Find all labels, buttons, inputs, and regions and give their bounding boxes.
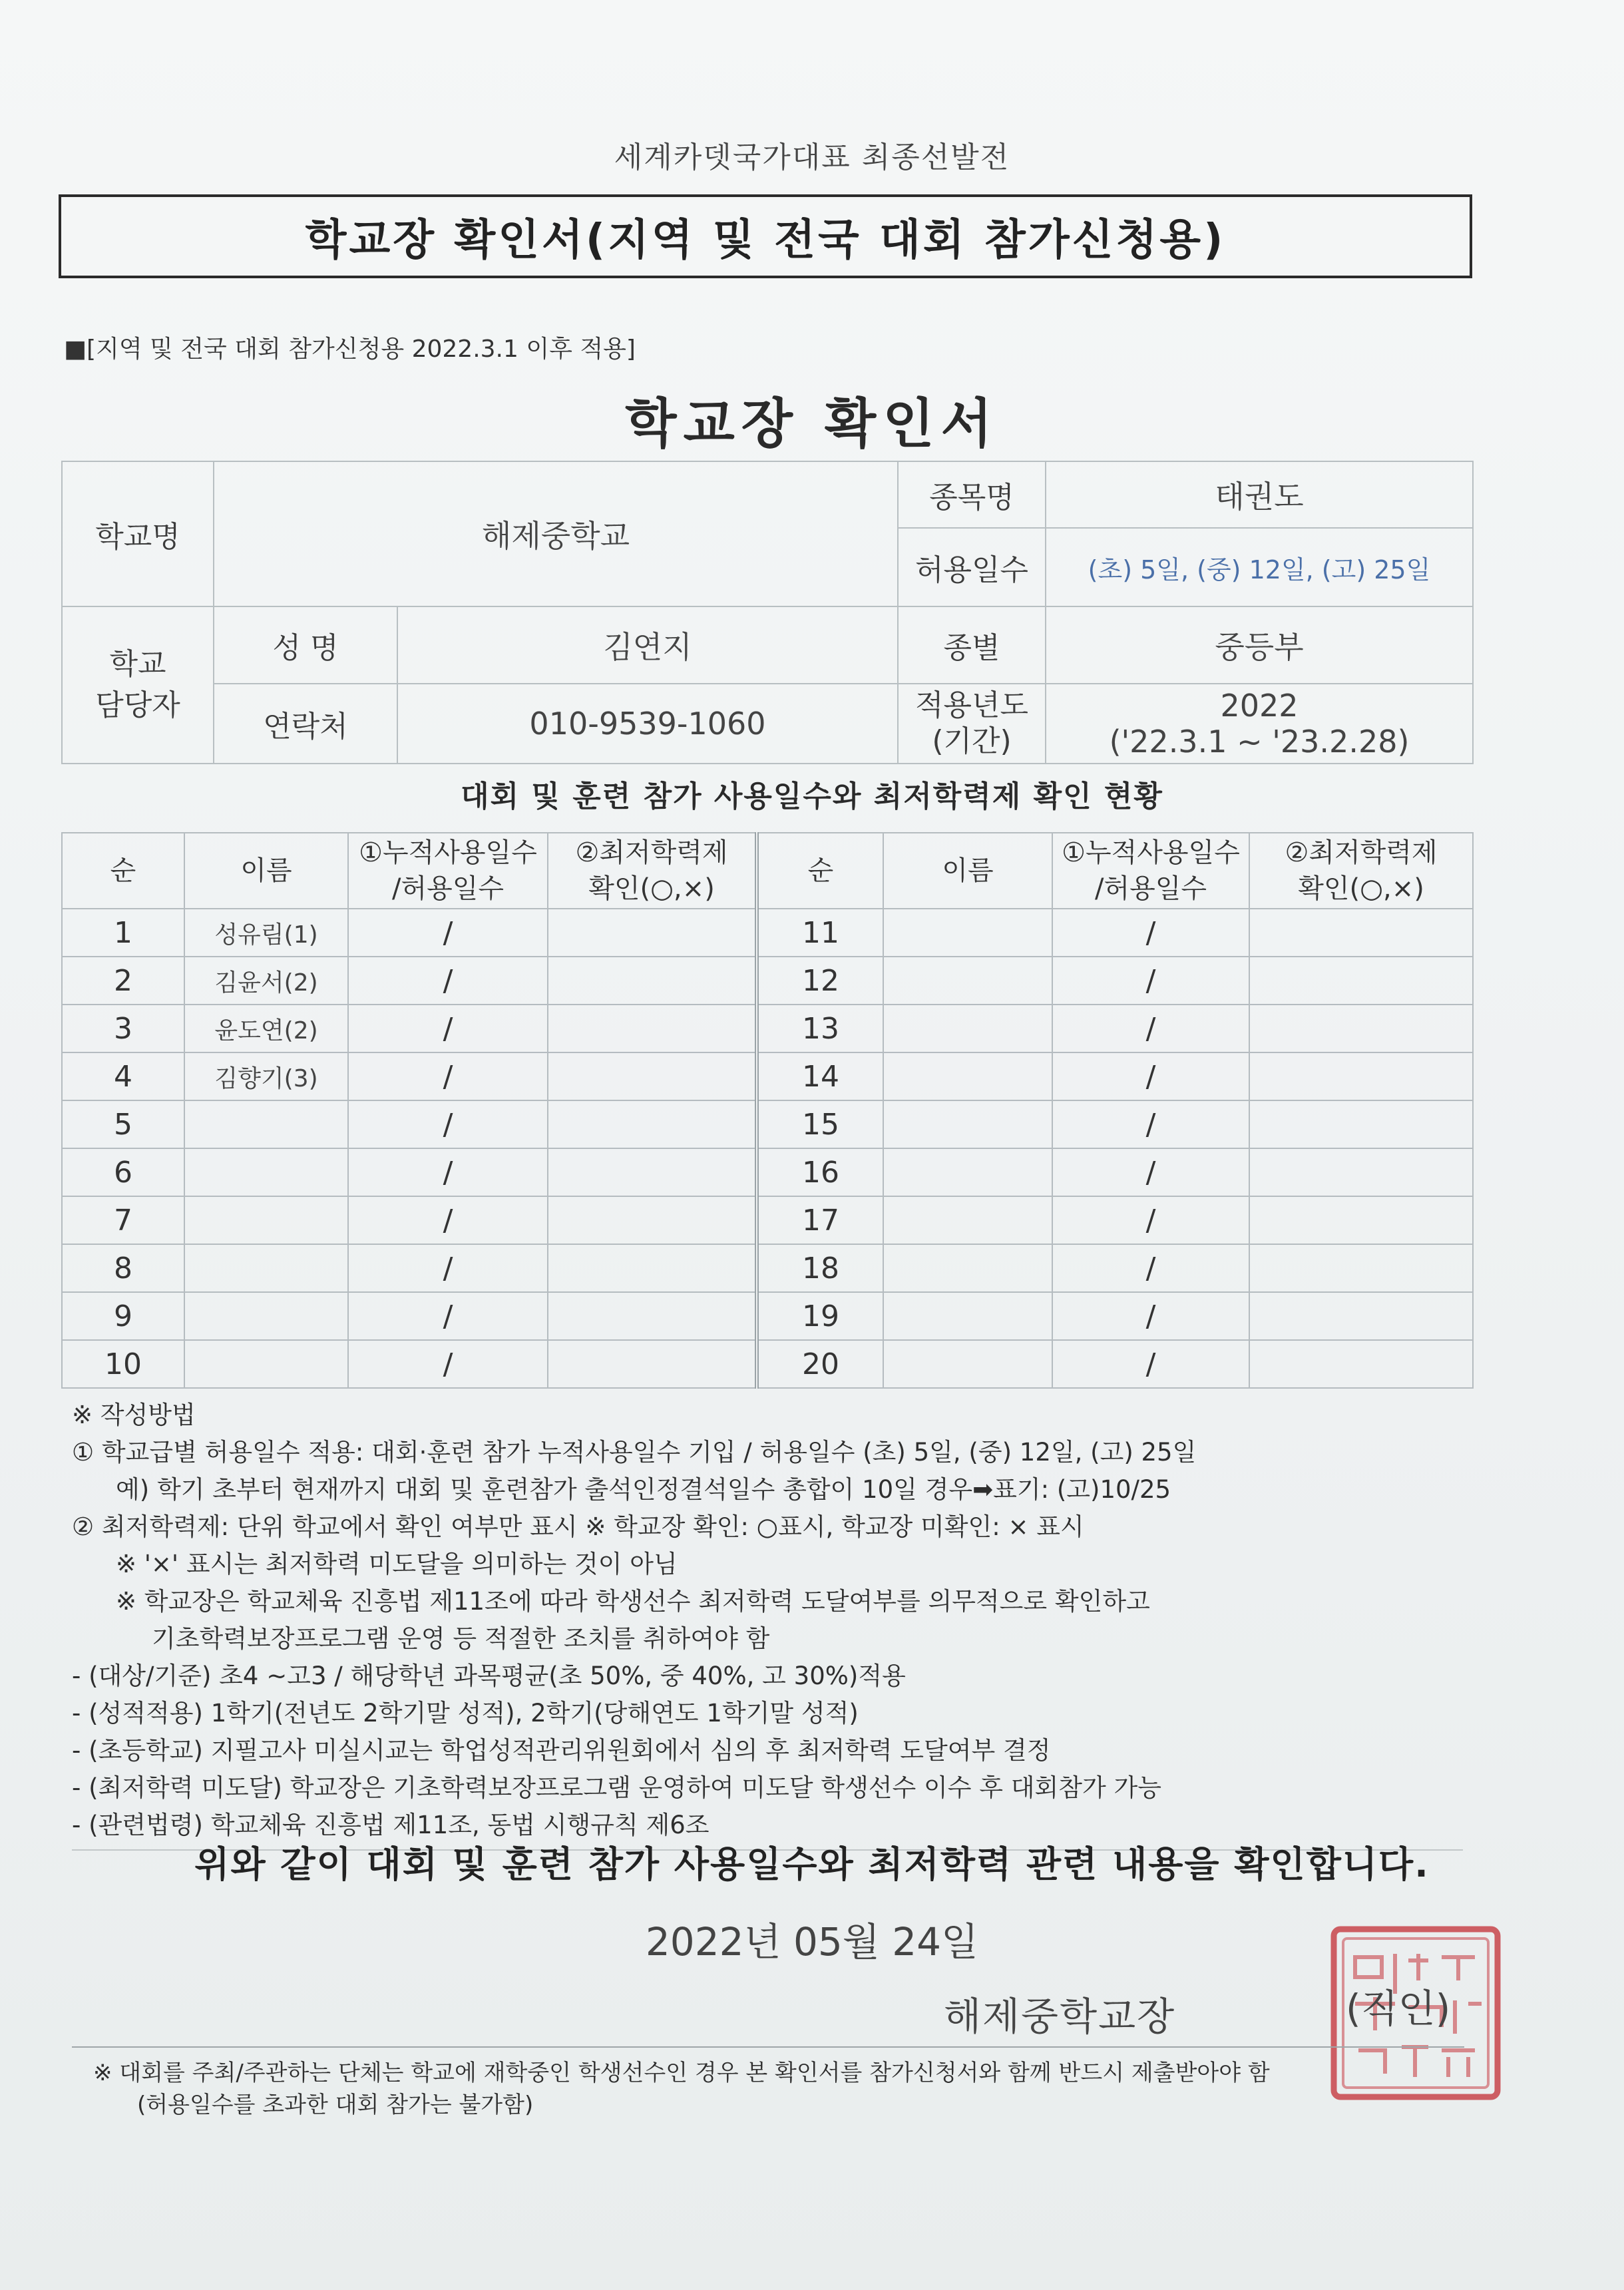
allowed-days-value: (초) 5일, (중) 12일, (고) 25일 xyxy=(1046,528,1473,606)
table-row xyxy=(62,1148,1473,1196)
days-used: / xyxy=(1052,1005,1249,1052)
application-note: ■[지역 및 전국 대회 참가신청용 2022.3.1 이후 적용] xyxy=(64,336,636,363)
student-name: 성유림(1) xyxy=(184,909,348,957)
row-number: 15 xyxy=(757,1100,883,1148)
instruction-1-example: 예) 학기 초부터 현재까지 대회 및 훈련참가 출석인정결석일수 총합이 10일 경우➡표기: (고)10/25 xyxy=(116,1475,1171,1504)
seal-label: (직인) xyxy=(1346,1986,1451,2031)
row-number: 2 xyxy=(62,957,184,1005)
row-number: 3 xyxy=(62,1005,184,1052)
header-no-right: 순 xyxy=(757,833,883,909)
student-name xyxy=(883,1052,1052,1100)
footer-note xyxy=(93,2057,1478,2121)
header-no-left: 순 xyxy=(62,833,184,909)
min-academic-check xyxy=(548,1340,757,1388)
row-number: 11 xyxy=(757,909,883,957)
school-value: 해제중학교 xyxy=(214,461,898,606)
min-academic-check xyxy=(548,1100,757,1148)
row-number: 8 xyxy=(62,1244,184,1292)
min-academic-check xyxy=(548,1052,757,1100)
main-title: 학교장 확인서 xyxy=(625,393,999,455)
days-used: / xyxy=(1052,1052,1249,1100)
detail-2: - (성적적용) 1학기(전년도 2학기말 성적), 2학기(당해연도 1학기말 성적) xyxy=(72,1699,859,1727)
min-academic-check xyxy=(1249,909,1473,957)
detail-3: - (초등학교) 지필고사 미실시교는 학업성적관리위원회에서 심의 후 최저학력 도달여부 결정 xyxy=(72,1736,1051,1765)
min-academic-check xyxy=(548,909,757,957)
days-used: / xyxy=(1052,1148,1249,1196)
header-check-left: ②최저학력제 확인(○,×) xyxy=(548,833,757,909)
detail-4: - (최저학력 미도달) 학교장은 기초학력보장프로그램 운영하여 미도달 학생선수 이수 후 대회참가 가능 xyxy=(72,1773,1162,1802)
table-row xyxy=(62,1052,1473,1100)
header-name-left: 이름 xyxy=(184,833,348,909)
header-name-right: 이름 xyxy=(883,833,1052,909)
min-academic-check xyxy=(548,1244,757,1292)
section-title: 대회 및 훈련 참가 사용일수와 최저학력제 확인 현황 xyxy=(461,780,1163,813)
min-academic-check xyxy=(1249,1340,1473,1388)
min-academic-check xyxy=(1249,957,1473,1005)
student-name xyxy=(883,1148,1052,1196)
header-days-left: ①누적사용일수 /허용일수 xyxy=(348,833,548,909)
min-academic-check xyxy=(548,1292,757,1340)
info-table xyxy=(61,461,1474,764)
student-name xyxy=(883,1292,1052,1340)
student-name xyxy=(883,1005,1052,1052)
principal-title: 해제중학교장 xyxy=(944,1994,1176,2039)
instructions-heading: ※ 작성방법 xyxy=(72,1401,196,1429)
days-used: / xyxy=(348,1052,548,1100)
year-cell xyxy=(1046,684,1473,764)
division-value: 중등부 xyxy=(1046,606,1473,684)
table-row xyxy=(62,1244,1473,1292)
footer-line-2: (허용일수를 초과한 대회 참가는 불가함) xyxy=(137,2092,534,2118)
table-row xyxy=(62,957,1473,1005)
header-title: 학교장 확인서(지역 및 전국 대회 참가신청용) xyxy=(59,194,1472,278)
footer-line-1: ※ 대회를 주최/주관하는 단체는 학교에 재학중인 학생선수인 경우 본 확인서를 참가신청서와 함께 반드시 제출받아야 함 xyxy=(93,2060,1270,2086)
student-name xyxy=(883,1244,1052,1292)
min-academic-check xyxy=(1249,1148,1473,1196)
min-academic-check xyxy=(1249,1196,1473,1244)
row-number: 5 xyxy=(62,1100,184,1148)
row-number: 4 xyxy=(62,1052,184,1100)
instruction-2-note-a: ※ '×' 표시는 최저학력 미도달을 의미하는 것이 아님 xyxy=(116,1550,678,1578)
min-academic-check xyxy=(1249,1100,1473,1148)
student-name: 김향기(3) xyxy=(184,1052,348,1100)
table-row xyxy=(62,1005,1473,1052)
student-name xyxy=(883,1196,1052,1244)
days-used: / xyxy=(348,1100,548,1148)
table-row xyxy=(62,909,1473,957)
top-caption: 세계카뎃국가대표 최종선발전 xyxy=(614,140,1010,174)
row-number: 18 xyxy=(757,1244,883,1292)
min-academic-check xyxy=(548,1005,757,1052)
days-used: / xyxy=(1052,957,1249,1005)
participation-rows xyxy=(62,909,1473,1388)
contact-value: 010-9539-1060 xyxy=(397,684,898,764)
days-used: / xyxy=(1052,1340,1249,1388)
min-academic-check xyxy=(1249,1005,1473,1052)
days-used: / xyxy=(348,1340,548,1388)
table-row xyxy=(62,1340,1473,1388)
row-number: 16 xyxy=(757,1148,883,1196)
manager-label: 학교 담당자 xyxy=(62,606,214,764)
student-name: 김윤서(2) xyxy=(184,957,348,1005)
days-used: / xyxy=(348,1148,548,1196)
table-row xyxy=(62,1196,1473,1244)
days-used: / xyxy=(1052,1292,1249,1340)
days-used: / xyxy=(348,909,548,957)
student-name xyxy=(883,1100,1052,1148)
school-label: 학교명 xyxy=(62,461,214,606)
instruction-1: ① 학교급별 허용일수 적용: 대회·훈련 참가 누적사용일수 기입 / 허용일수 (초) 5일, (중) 12일, (고) 25일 xyxy=(72,1438,1197,1467)
min-academic-check xyxy=(548,1196,757,1244)
detail-1: - (대상/기준) 초4 ~고3 / 해당학년 과목평균(초 50%, 중 40%, 고 30%)적용 xyxy=(72,1662,906,1690)
min-academic-check xyxy=(1249,1052,1473,1100)
name-value: 김연지 xyxy=(397,606,898,684)
writing-instructions xyxy=(72,1397,1470,1851)
row-number: 9 xyxy=(62,1292,184,1340)
detail-5: - (관련법령) 학교체육 진흥법 제11조, 동법 시행규칙 제6조 xyxy=(72,1811,710,1839)
student-name: 윤도연(2) xyxy=(184,1005,348,1052)
instruction-2: ② 최저학력제: 단위 학교에서 확인 여부만 표시 ※ 학교장 확인: ○표시, 학교장 미확인: × 표시 xyxy=(72,1512,1084,1541)
days-used: / xyxy=(1052,1100,1249,1148)
header-check-right: ②최저학력제 확인(○,×) xyxy=(1249,833,1473,909)
row-number: 14 xyxy=(757,1052,883,1100)
row-number: 19 xyxy=(757,1292,883,1340)
footer-divider xyxy=(72,2046,1464,2048)
year-label: 적용년도 (기간) xyxy=(898,684,1046,764)
student-name xyxy=(184,1340,348,1388)
days-used: / xyxy=(348,957,548,1005)
instruction-2-note-b: ※ 학교장은 학교체육 진흥법 제11조에 따라 학생선수 최저학력 도달여부를 의무적으로 확인하고 xyxy=(116,1587,1150,1616)
student-name xyxy=(883,909,1052,957)
row-number: 10 xyxy=(62,1340,184,1388)
row-number: 13 xyxy=(757,1005,883,1052)
row-number: 1 xyxy=(62,909,184,957)
days-used: / xyxy=(348,1196,548,1244)
participation-table xyxy=(61,832,1474,1389)
days-used: / xyxy=(348,1292,548,1340)
student-name xyxy=(883,1340,1052,1388)
allowed-days-label: 허용일수 xyxy=(898,528,1046,606)
event-label: 종목명 xyxy=(898,461,1046,528)
table-row xyxy=(62,1100,1473,1148)
student-name xyxy=(184,1292,348,1340)
student-name xyxy=(184,1100,348,1148)
row-number: 6 xyxy=(62,1148,184,1196)
min-academic-check xyxy=(1249,1292,1473,1340)
year-period: ('22.3.1 ~ '23.2.28) xyxy=(1109,724,1410,760)
division-label: 종별 xyxy=(898,606,1046,684)
days-used: / xyxy=(348,1244,548,1292)
row-number: 12 xyxy=(757,957,883,1005)
days-used: / xyxy=(348,1005,548,1052)
row-number: 7 xyxy=(62,1196,184,1244)
instruction-2-note-c: 기초학력보장프로그램 운영 등 적절한 조치를 취하여야 함 xyxy=(152,1624,770,1653)
year-value: 2022 xyxy=(1220,688,1299,724)
student-name xyxy=(184,1244,348,1292)
days-used: / xyxy=(1052,909,1249,957)
days-used: / xyxy=(1052,1196,1249,1244)
name-label: 성 명 xyxy=(214,606,397,684)
header-days-right: ①누적사용일수 /허용일수 xyxy=(1052,833,1249,909)
issue-date: 2022년 05월 24일 xyxy=(645,1919,979,1964)
student-name xyxy=(883,957,1052,1005)
student-name xyxy=(184,1148,348,1196)
row-number: 20 xyxy=(757,1340,883,1388)
row-number: 17 xyxy=(757,1196,883,1244)
student-name xyxy=(184,1196,348,1244)
confirmation-statement: 위와 같이 대회 및 훈련 참가 사용일수와 최저학력 관련 내용을 확인합니다. xyxy=(194,1843,1430,1885)
min-academic-check xyxy=(548,1148,757,1196)
event-value: 태권도 xyxy=(1046,461,1473,528)
contact-label: 연락처 xyxy=(214,684,397,764)
days-used: / xyxy=(1052,1244,1249,1292)
table-row xyxy=(62,1292,1473,1340)
min-academic-check xyxy=(1249,1244,1473,1292)
min-academic-check xyxy=(548,957,757,1005)
